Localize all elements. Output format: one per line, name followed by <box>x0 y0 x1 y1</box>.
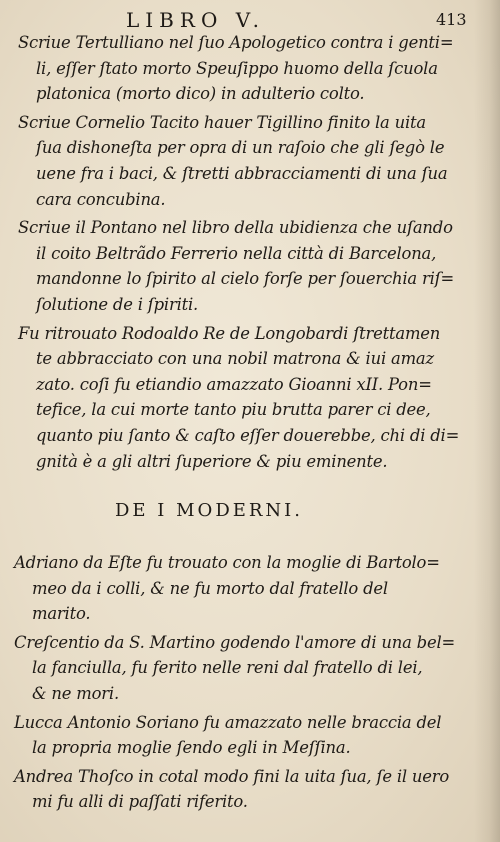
text-line: il coito Beltrãdo Ferrerio nella città di Barcelona, <box>36 243 437 263</box>
paragraph-tacitus <box>18 110 458 212</box>
text-line: Scriue Tertulliano nel ſuo Apologetico contra i genti= <box>18 33 454 52</box>
text-line: ſua dishoneſta per opra di un raſoio che gli ſegò le <box>36 138 445 158</box>
text-line: Scriue il Pontano nel libro della ubidienza che uſando <box>18 218 453 238</box>
paragraph-rodoaldo <box>18 321 458 475</box>
page-edge-shadow <box>474 0 500 842</box>
text-line: marito. <box>32 604 91 624</box>
text-line: te abbracciato con una nobil matrona & iui amaz <box>36 349 434 369</box>
text-line: ſolutione de i ſpiriti. <box>36 294 199 314</box>
text-line: la fanciulla, fu ferito nelle reni dal fratello di lei, <box>32 658 423 678</box>
paragraph-crescentio <box>14 630 464 707</box>
running-head-title: LIBRO V. <box>126 8 265 32</box>
page-number: 413 <box>436 10 467 29</box>
text-line: la propria moglie ſendo egli in Meſſina. <box>32 738 351 758</box>
text-line: mi fu alli di paſſati riferito. <box>32 792 248 812</box>
text-line: uene fra i baci, & ſtretti abbracciamenti di una ſua <box>36 163 448 183</box>
text-line: Scriue Cornelio Tacito hauer Tigillino finito la uita <box>18 112 426 132</box>
paragraph-tertullian <box>18 30 458 107</box>
ancient-cases-text <box>18 30 458 477</box>
text-line: Fu ritrouato Rodoaldo Re de Longobardi ſtrettamen <box>18 323 441 343</box>
text-line: Adriano da Eſte fu trouato con la moglie di Bartolo= <box>14 553 440 572</box>
text-line: & ne mori. <box>32 683 119 703</box>
section-heading: DE I MODERNI. <box>115 500 304 521</box>
text-line: Andrea Thoſco in cotal modo fini la uita ſua, ſe il uero <box>14 766 450 786</box>
paragraph-adriano <box>14 550 464 627</box>
text-line: gnità è a gli altri ſuperiore & piu eminente. <box>36 451 388 471</box>
text-line: quanto piu ſanto & caſto eſſer douerebbe, chi di di= <box>36 425 460 445</box>
text-line: meo da i colli, & ne fu morto dal fratello del <box>32 578 388 598</box>
text-line: cara concubina. <box>36 189 166 209</box>
text-line: Creſcentio da S. Martino godendo l'amore di una bel= <box>14 632 456 652</box>
text-line: Lucca Antonio Soriano fu amazzato nelle braccia del <box>14 712 442 732</box>
paragraph-andrea <box>14 764 464 815</box>
text-line: li, eſſer ſtato morto Speuſippo huomo della ſcuola <box>36 58 438 78</box>
text-line: mandonne lo ſpirito al cielo forſe per ſouerchia riſ= <box>36 269 455 289</box>
text-line: zato. coſi fu etiandio amazzato Gioanni xII. Pon= <box>36 374 432 394</box>
paragraph-lucca <box>14 710 464 761</box>
paragraph-pontano <box>18 215 458 317</box>
text-line: tefice, la cui morte tanto piu brutta parer ci dee, <box>36 400 431 420</box>
modern-cases-text <box>14 550 464 818</box>
text-line: platonica (morto dico) in adulterio colto. <box>36 84 365 104</box>
